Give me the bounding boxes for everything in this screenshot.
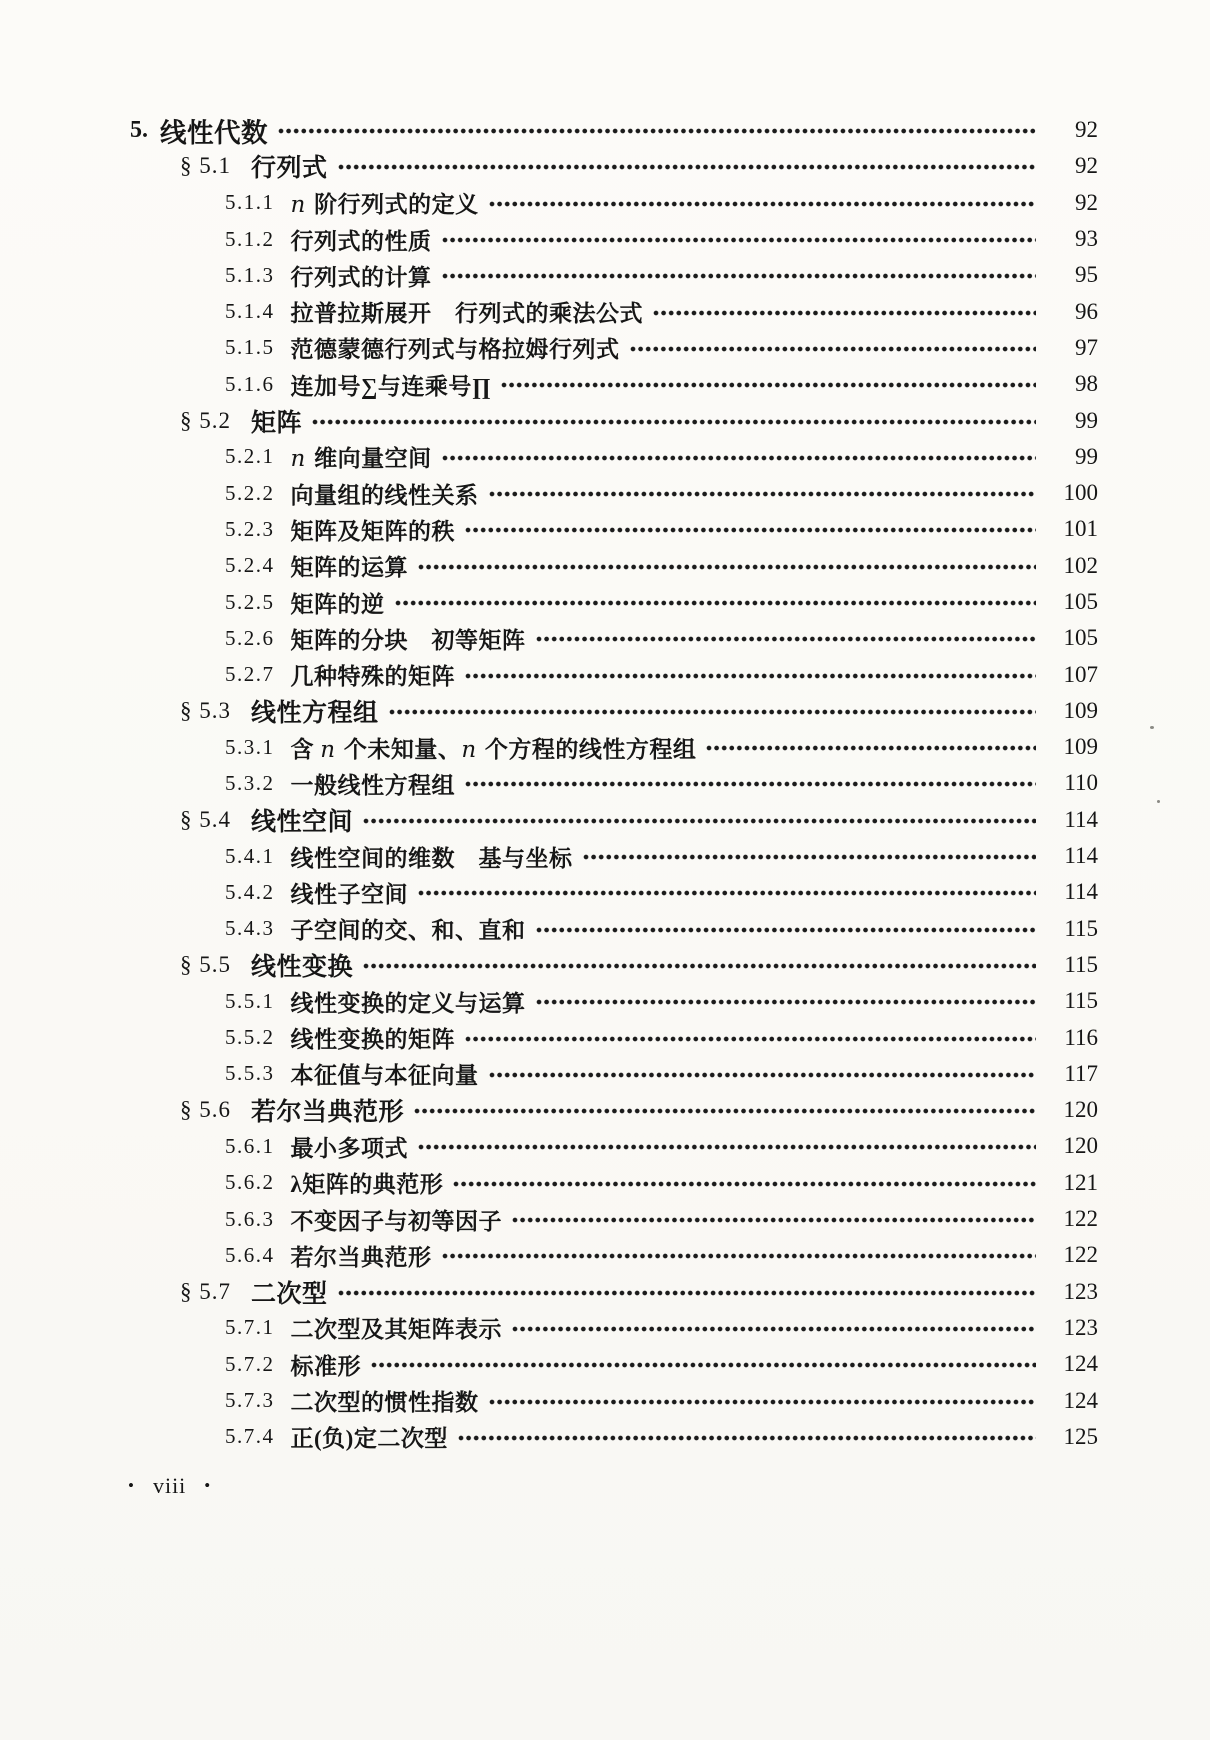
- dot-leader: [418, 889, 1036, 897]
- toc-row: [180, 1274, 1098, 1310]
- toc-row: [225, 439, 1098, 475]
- entry-page-number: 124: [1063, 1351, 1098, 1377]
- entry-title: 线性变换: [251, 953, 354, 981]
- entry-title: 范德蒙德行列式与格拉姆行列式: [290, 337, 620, 363]
- entry-page-number: 98: [1075, 371, 1098, 397]
- entry-number: § 5.3: [180, 697, 231, 723]
- entry-number: 5.6.1: [225, 1133, 275, 1158]
- entry-title: 几种特殊的矩阵: [290, 664, 455, 690]
- entry-number: 5.7.4: [225, 1424, 275, 1449]
- toc-row: [225, 1346, 1098, 1382]
- dot-leader: [371, 1361, 1036, 1369]
- entry-number: § 5.6: [180, 1097, 231, 1123]
- entry-number: § 5.7: [180, 1278, 231, 1304]
- toc-row: [225, 1019, 1098, 1055]
- entry-page-number: 110: [1064, 770, 1098, 796]
- toc-row: [225, 911, 1098, 947]
- toc-row: [225, 1237, 1098, 1273]
- toc-row: [225, 1310, 1098, 1346]
- entry-number: 5.7.2: [225, 1351, 275, 1376]
- entry-number: § 5.2: [180, 407, 231, 433]
- toc-row: [225, 185, 1098, 221]
- entry-title: 矩阵及矩阵的秩: [290, 518, 455, 544]
- entry-title: 标准形: [290, 1353, 361, 1379]
- toc-row: [225, 293, 1098, 329]
- dot-leader: [418, 1143, 1036, 1151]
- entry-title: 线性子空间: [290, 881, 408, 907]
- title-text: 阶行列式的定义: [307, 192, 479, 218]
- entry-number: 5.4.1: [225, 843, 275, 868]
- toc-row: [225, 366, 1098, 402]
- math-variable: n: [320, 736, 336, 763]
- dot-leader: [414, 1107, 1036, 1115]
- entry-title: 行列式的性质: [290, 228, 432, 254]
- entry-page-number: 92: [1075, 153, 1098, 179]
- entry-page-number: 105: [1063, 625, 1098, 651]
- entry-title: 线性变换的矩阵: [290, 1027, 455, 1053]
- dot-leader: [442, 236, 1037, 244]
- entry-number: 5.2.4: [225, 553, 275, 578]
- title-text: 含: [290, 736, 321, 762]
- dot-leader: [489, 1398, 1037, 1406]
- dot-leader: [312, 418, 1036, 426]
- entry-title: 本征值与本征向量: [290, 1063, 479, 1089]
- entry-title: 线性空间: [251, 808, 354, 836]
- title-text: 个方程的线性方程组: [478, 736, 697, 762]
- entry-page-number: 95: [1075, 262, 1098, 288]
- toc-row: [225, 729, 1098, 765]
- entry-page-number: 115: [1064, 988, 1098, 1014]
- toc-row: [225, 548, 1098, 584]
- entry-title: 矩阵的逆: [290, 591, 385, 617]
- dot-leader: [418, 563, 1036, 571]
- entry-page-number: 99: [1075, 407, 1098, 433]
- toc-row: [225, 983, 1098, 1019]
- page-footer: [128, 1473, 211, 1499]
- entry-page-number: 120: [1063, 1133, 1098, 1159]
- entry-title: [291, 186, 479, 219]
- dot-leader: [489, 200, 1036, 208]
- entry-page-number: 115: [1064, 915, 1098, 941]
- dot-leader: [442, 272, 1037, 280]
- title-text: 个未知量、: [337, 736, 462, 762]
- dot-leader: [363, 962, 1036, 970]
- dot-leader: [465, 672, 1036, 680]
- entry-title: 连加号∑与连乘号∏: [290, 373, 492, 399]
- entry-page-number: 122: [1063, 1206, 1098, 1232]
- toc-row: [225, 656, 1098, 692]
- entry-title: 二次型的惯性指数: [290, 1390, 479, 1416]
- entry-page-number: 99: [1075, 443, 1098, 469]
- toc-row: [225, 765, 1098, 801]
- toc-row: [225, 1382, 1098, 1418]
- entry-page-number: 123: [1063, 1314, 1098, 1340]
- entry-number: 5.1.6: [225, 371, 275, 396]
- entry-title: 矩阵的分块 初等矩阵: [290, 627, 526, 653]
- entry-title: λ矩阵的典范形: [290, 1172, 444, 1198]
- entry-page-number: 120: [1063, 1097, 1098, 1123]
- entry-title: 线性方程组: [251, 699, 379, 727]
- entry-title: 行列式的计算: [290, 264, 432, 290]
- dot-leader: [489, 1071, 1037, 1079]
- entry-page-number: 101: [1063, 516, 1098, 542]
- folio-page-number: viii: [152, 1473, 187, 1498]
- entry-number: 5.1.2: [225, 226, 275, 251]
- entry-title: 矩阵: [251, 409, 303, 437]
- dot-leader: [278, 127, 1036, 135]
- dot-leader: [536, 635, 1037, 643]
- dot-leader: [501, 381, 1036, 389]
- dot-leader: [583, 853, 1037, 861]
- entry-number: 5.2.3: [225, 516, 275, 541]
- entry-title: 矩阵的运算: [290, 555, 408, 581]
- dot-leader: [489, 490, 1037, 498]
- entry-number: § 5.1: [180, 153, 231, 179]
- entry-title: 子空间的交、和、直和: [290, 918, 526, 944]
- toc-row: [225, 257, 1098, 293]
- scan-speck: [1150, 726, 1154, 729]
- dot-leader: [363, 817, 1036, 825]
- entry-page-number: 100: [1063, 480, 1098, 506]
- dot-leader: [706, 744, 1036, 752]
- math-variable: n: [290, 192, 306, 219]
- entry-page-number: 123: [1063, 1278, 1098, 1304]
- entry-title: 二次型: [251, 1280, 328, 1308]
- entry-title: 最小多项式: [290, 1135, 408, 1161]
- toc-row: [225, 511, 1098, 547]
- toc-row: [180, 947, 1098, 983]
- dot-leader: [442, 1252, 1037, 1260]
- entry-title: 行列式: [251, 155, 328, 183]
- entry-page-number: 96: [1075, 298, 1098, 324]
- entry-number: 5.2.2: [225, 480, 275, 505]
- entry-number: § 5.4: [180, 806, 231, 832]
- entry-page-number: 109: [1063, 697, 1098, 723]
- entry-page-number: 121: [1063, 1169, 1098, 1195]
- entry-title: 若尔当典范形: [290, 1244, 432, 1270]
- toc-row: [180, 693, 1098, 729]
- toc-row: [225, 620, 1098, 656]
- entry-number: 5.5.2: [225, 1025, 275, 1050]
- dot-leader: [536, 998, 1037, 1006]
- dot-leader: [442, 454, 1036, 462]
- title-text: 维向量空间: [307, 446, 432, 472]
- entry-page-number: 114: [1064, 879, 1098, 905]
- entry-number: § 5.5: [180, 951, 231, 977]
- entry-page-number: 93: [1075, 226, 1098, 252]
- entry-number: 5.4.3: [225, 916, 275, 941]
- entry-number: 5.2.7: [225, 662, 275, 687]
- entry-page-number: 124: [1063, 1387, 1098, 1413]
- entry-number: 5.6.4: [225, 1242, 275, 1267]
- toc-row: [130, 112, 1098, 148]
- toc-row: [225, 1056, 1098, 1092]
- toc-row: [225, 1128, 1098, 1164]
- entry-title: 线性代数: [160, 117, 268, 148]
- entry-page-number: 125: [1063, 1423, 1098, 1449]
- dot-leader: [465, 1035, 1036, 1043]
- entry-title: 线性空间的维数 基与坐标: [290, 845, 573, 871]
- dot-leader: [630, 345, 1037, 353]
- entry-number: 5.3.2: [225, 770, 275, 795]
- entry-page-number: 116: [1064, 1024, 1098, 1050]
- entry-number: 5.2.1: [225, 444, 275, 469]
- entry-page-number: 107: [1063, 661, 1098, 687]
- entry-title: 拉普拉斯展开 行列式的乘法公式: [290, 301, 643, 327]
- entry-number: 5.6.2: [225, 1170, 275, 1195]
- entry-title: 一般线性方程组: [290, 772, 455, 798]
- toc-row: [225, 838, 1098, 874]
- toc-row: [225, 874, 1098, 910]
- entry-page-number: 122: [1063, 1242, 1098, 1268]
- dot-leader: [458, 1434, 1036, 1442]
- math-variable: n: [461, 736, 477, 763]
- entry-number: 5.2.5: [225, 589, 275, 614]
- math-variable: n: [290, 446, 306, 473]
- footer-left-dot-icon: •: [128, 1476, 135, 1495]
- entry-page-number: 114: [1064, 843, 1098, 869]
- dot-leader: [389, 708, 1036, 716]
- entry-title: 向量组的线性关系: [290, 482, 479, 508]
- scan-speck: [1157, 800, 1160, 803]
- entry-number: 5.: [130, 116, 148, 143]
- toc-row: [225, 221, 1098, 257]
- entry-title: 线性变换的定义与运算: [290, 990, 526, 1016]
- table-of-contents: [130, 112, 1098, 1455]
- entry-number: 5.3.1: [225, 734, 275, 759]
- toc-row: [180, 148, 1098, 184]
- dot-leader: [338, 1289, 1036, 1297]
- dot-leader: [536, 926, 1037, 934]
- dot-leader: [465, 526, 1036, 534]
- entry-title: [291, 440, 432, 473]
- toc-row: [180, 402, 1098, 438]
- entry-title: 不变因子与初等因子: [290, 1208, 502, 1234]
- entry-page-number: 115: [1064, 951, 1098, 977]
- dot-leader: [338, 163, 1036, 171]
- entry-page-number: 97: [1075, 334, 1098, 360]
- footer-right-dot-icon: •: [204, 1476, 212, 1495]
- toc-row: [225, 1419, 1098, 1455]
- entry-number: 5.5.1: [225, 988, 275, 1013]
- entry-number: 5.1.4: [225, 299, 275, 324]
- dot-leader: [653, 309, 1036, 317]
- entry-page-number: 92: [1075, 189, 1098, 215]
- entry-number: 5.5.3: [225, 1061, 275, 1086]
- entry-page-number: 105: [1063, 589, 1098, 614]
- entry-title: 若尔当典范形: [251, 1099, 405, 1127]
- entry-title: 二次型及其矩阵表示: [290, 1317, 502, 1343]
- toc-row: [180, 802, 1098, 838]
- dot-leader: [465, 780, 1036, 788]
- entry-number: 5.6.3: [225, 1206, 275, 1231]
- entry-number: 5.1.5: [225, 335, 275, 360]
- dot-leader: [453, 1180, 1036, 1188]
- entry-title: [291, 731, 697, 764]
- dot-leader: [512, 1216, 1036, 1224]
- toc-row: [225, 1165, 1098, 1201]
- entry-page-number: 92: [1075, 117, 1098, 143]
- entry-number: 5.2.6: [225, 625, 275, 650]
- entry-number: 5.7.3: [225, 1388, 275, 1413]
- entry-page-number: 117: [1064, 1060, 1098, 1086]
- entry-number: 5.1.1: [225, 190, 275, 215]
- toc-row: [225, 584, 1098, 620]
- toc-row: [180, 1092, 1098, 1128]
- entry-number: 5.1.3: [225, 262, 275, 287]
- entry-number: 5.4.2: [225, 879, 275, 904]
- entry-number: 5.7.1: [225, 1315, 275, 1340]
- toc-row: [225, 1201, 1098, 1237]
- toc-row: [225, 330, 1098, 366]
- entry-title: 正(负)定二次型: [290, 1426, 448, 1452]
- entry-page-number: 102: [1063, 552, 1098, 578]
- dot-leader: [512, 1325, 1036, 1333]
- entry-page-number: 114: [1064, 806, 1098, 832]
- toc-row: [225, 475, 1098, 511]
- entry-page-number: 109: [1063, 734, 1098, 760]
- dot-leader: [395, 599, 1037, 607]
